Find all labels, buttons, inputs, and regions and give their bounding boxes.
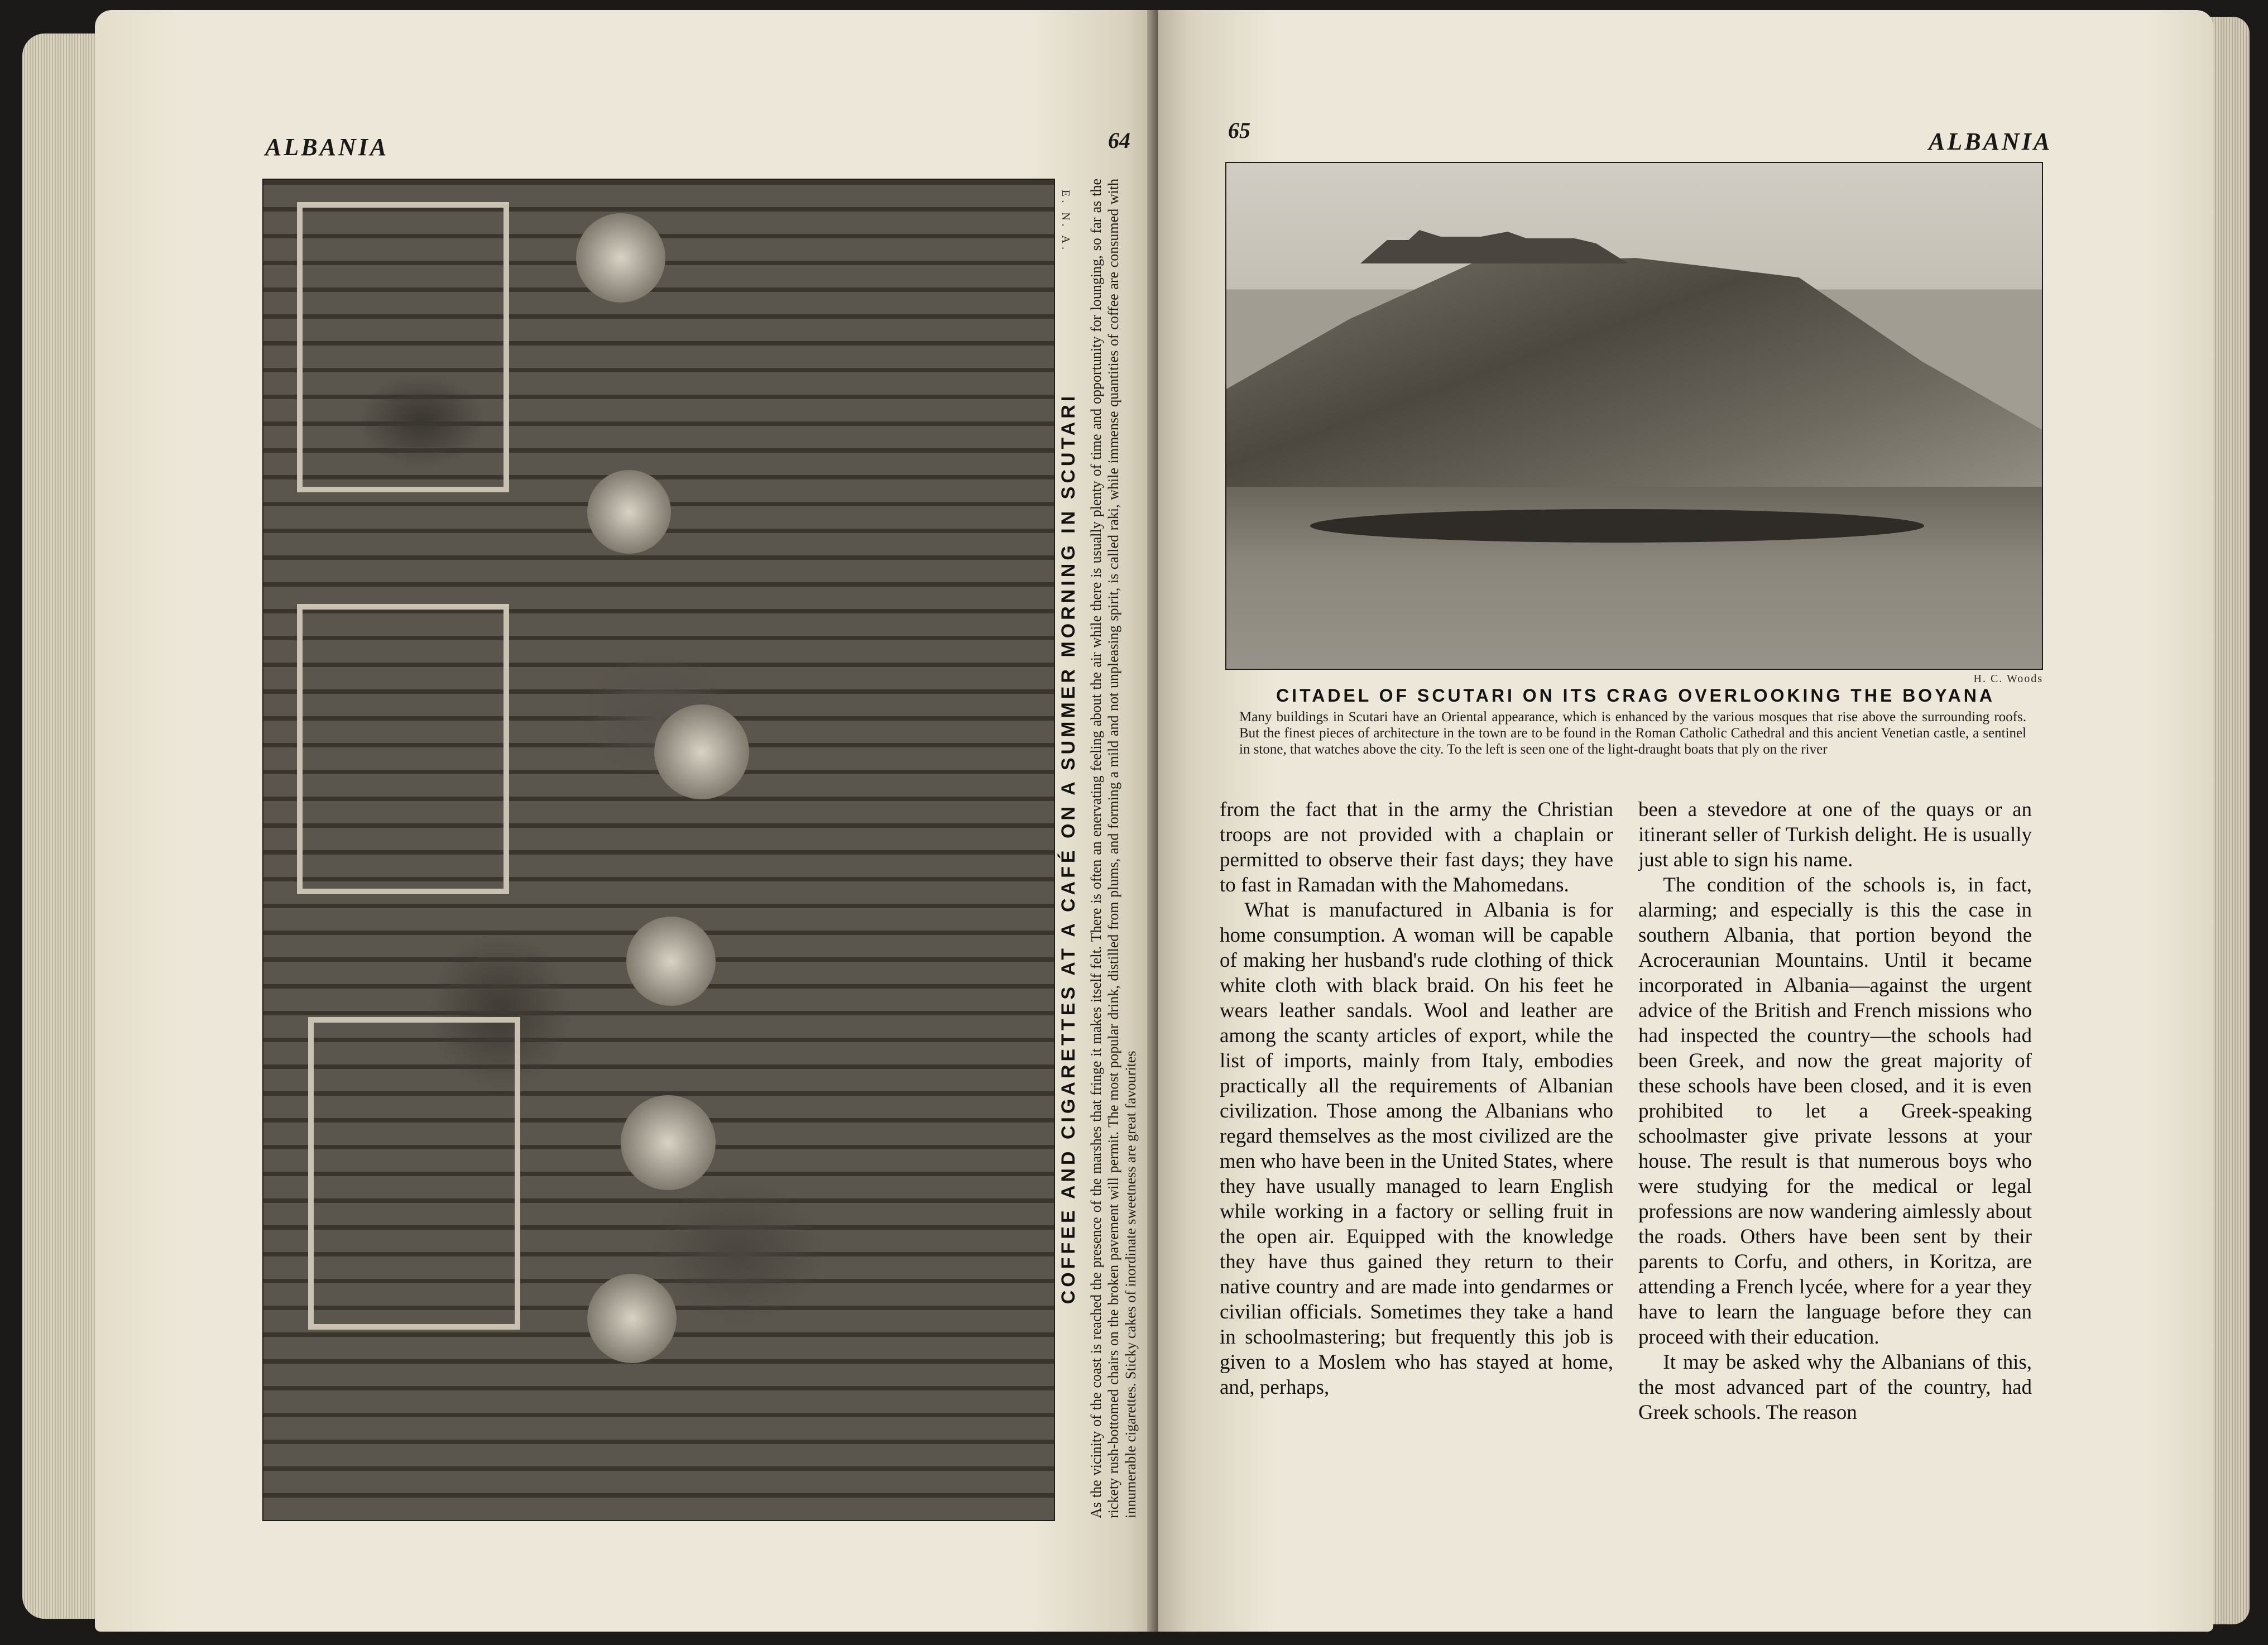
paragraph: The condition of the schools is, in fact, alarming; and especially is this the case in southern Albania, that portion beyond the Acroceraunian Mountains. Until it became incorporated in Albania—against the urgent advice of the British and French missions who had inspected the country—the schools had been Greek, and now the great majority of these schools have been closed, and it is even prohibited to let a Greek-speaking schoolmaster give private lessons at your house. The result is that numerous boys who were studying for the medical or legal professions are now wandering aimlessly about the roads. Others have been sent by their parents to Corfu, and others, in Koritza, are attending a French lycée, where for a year they have to learn the language before they can proceed with their education. [1638, 874, 2032, 1349]
citadel-caption-body: Many buildings in Scutari have an Oriental appearance, which is enhanced by the various mosques that rise above the surrounding roofs. But the finest pieces of architecture in the town are to be found in the Roman Catholic Cathedral and this ancient Venetian castle, a sentinel in stone, that watches above the city. To the left is seen one of the light-draught boats that ply on the river [1239, 709, 2026, 757]
photo-figure [576, 213, 665, 303]
right-page-number: 65 [1228, 118, 1250, 143]
citadel-photo [1225, 162, 2043, 670]
cafe-caption-rotated [1058, 179, 1153, 1518]
photo-figure [654, 704, 749, 799]
photo-door [308, 1017, 520, 1330]
cafe-caption-title: COFFEE AND CIGARETTES AT A CAFÉ ON A SUMMER MORNING IN SCUTARI [1058, 392, 1079, 1305]
photo-figure [587, 470, 671, 554]
photo-door [297, 202, 509, 492]
left-page-number: 64 [1108, 128, 1130, 153]
photo-islet [1310, 509, 1924, 543]
cafe-photo-credit: E. N. A. [1059, 190, 1072, 253]
right-running-head: ALBANIA [1929, 128, 2053, 155]
citadel-caption-title: CITADEL OF SCUTARI ON ITS CRAG OVERLOOKING THE BOYANA [1276, 685, 1995, 706]
citadel-photo-credit: H. C. Woods [1973, 673, 2043, 685]
photo-door [297, 604, 509, 894]
paragraph: What is manufactured in Albania is for home consumption. A woman will be capable of making her husband's rude clothing of thick white cloth with black braid. On his feet he wears leather sandals. Wool and leather are among the scanty articles of export, while the list of imports, mainly from Italy, embodies practically all the requirements of Albanian civilization. Those among the Albanians who regard themselves as the most civilized are the men who have been in the United States, where they have usually managed to learn English while working in a factory or selling fruit in the open air. Equipped with the knowledge they have thus gained they return to their native country and are made into gendarmes or civilian officials. Sometimes they take a hand in schoolmastering; but frequently this job is given to a Moslem who has stayed at home, and, perhaps, [1220, 899, 1613, 1399]
photo-hill [1226, 236, 2043, 515]
text-column-2 [1638, 797, 2032, 1425]
paragraph: It may be asked why the Albanians of this, the most advanced part of the country, had Greek schools. The reason [1638, 1351, 2032, 1424]
text-column-1 [1220, 797, 1613, 1400]
photo-figure [587, 1274, 677, 1363]
cafe-caption-body: As the vicinity of the coast is reached the presence of the marshes that fringe it makes itself felt. There is often an enervating feeling about the air while there is usually plenty of time and opportunity for lounging, so far as the rickety rush-bottomed chairs on the broken pavement will permit. The most popular drink, distilled from plums, and forming a mild and not unpleasing spirit, is called raki, while immense quantities of coffee are consumed with innumerable cigarettes. Sticky cakes of inordinate sweetness are great favourites [1088, 179, 1139, 1518]
paragraph: been a stevedore at one of the quays or an itinerant seller of Turkish delight. He is usually just able to sign his name. [1638, 798, 2032, 871]
photo-castle [1360, 230, 1628, 263]
cafe-photo [262, 179, 1055, 1521]
paragraph: from the fact that in the army the Christian troops are not provided with a chaplain or permitted to observe their fast days; they have to fast in Ramadan with the Mahomedans. [1220, 798, 1613, 896]
cafe-caption [1058, 179, 1153, 1518]
left-running-head: ALBANIA [265, 133, 389, 161]
photo-figure [626, 917, 716, 1006]
photo-figure [621, 1095, 716, 1190]
